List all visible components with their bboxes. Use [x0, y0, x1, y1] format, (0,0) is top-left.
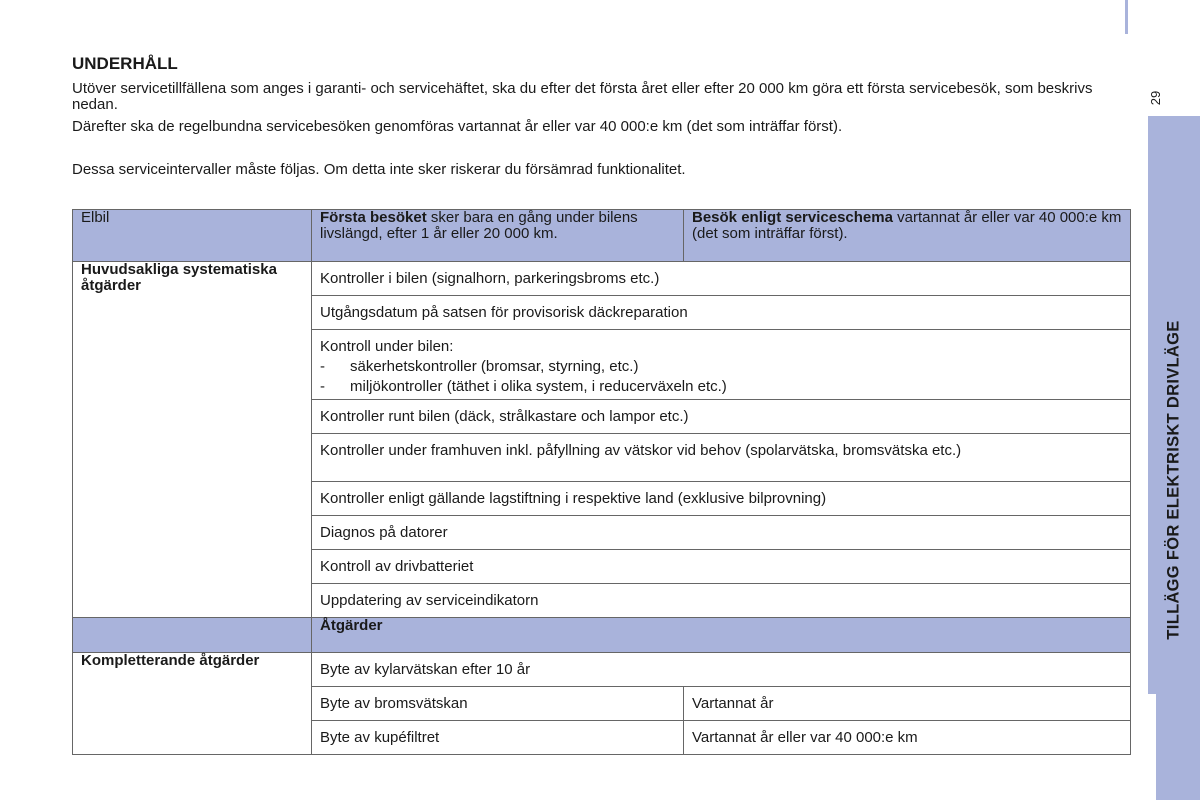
extra-group-label: Kompletterande åtgärder — [73, 653, 312, 755]
table-header-row — [73, 210, 1131, 262]
extra-action: Byte av kupéfiltret — [312, 721, 684, 755]
header-first-visit — [312, 210, 684, 262]
actions-header: Åtgärder — [312, 618, 1131, 653]
list-item — [320, 359, 1122, 375]
header-first-visit-title: Första besöket — [320, 209, 427, 226]
list-item-text: säkerhetskontroller (bromsar, styrning, etc.) — [350, 358, 639, 375]
check-item: Kontroller enligt gällande lagstiftning i respektive land (exklusive bilprovning) — [312, 482, 1131, 516]
header-first-visit-desc: sker bara en gång under bilens livslängd, efter 1 år eller 20 000 km. — [320, 209, 638, 242]
extra-action: Byte av kylarvätskan efter 10 år — [312, 653, 1131, 687]
intro-paragraph: Utöver servicetillfällena som anges i garanti- och servicehäftet, ska du efter det första året eller efter 20 000 km göra ett första servicebesök, som beskrivs nedan. — [72, 80, 1093, 113]
list-dash: - — [320, 378, 325, 395]
section-title: UNDERHÅLL — [72, 54, 178, 73]
side-tab-accent — [1148, 694, 1156, 800]
extra-interval: Vartannat år eller var 40 000:e km — [684, 721, 1131, 755]
chapter-side-tab — [1148, 116, 1200, 800]
actions-header-blank — [73, 618, 312, 653]
check-item: Kontroll av drivbatteriet — [312, 550, 1131, 584]
table-row — [73, 653, 1131, 687]
table-row — [73, 262, 1131, 296]
main-group-label: Huvudsakliga systematiska åtgärder — [73, 262, 312, 618]
list-item-text: miljökontroller (täthet i olika system, i reducerväxeln etc.) — [350, 378, 727, 395]
header-scheduled-visit-title: Besök enligt serviceschema — [692, 209, 893, 226]
check-item: Kontroller runt bilen (däck, strålkastare och lampor etc.) — [312, 400, 1131, 434]
header-vehicle-type: Elbil — [73, 210, 312, 262]
top-edge-marker — [1125, 0, 1128, 34]
page-number: 29 — [1148, 90, 1163, 106]
list-item — [320, 379, 1122, 395]
list-dash: - — [320, 358, 325, 375]
check-item: Diagnos på datorer — [312, 516, 1131, 550]
check-item: Kontroller i bilen (signalhorn, parkeringsbroms etc.) — [312, 262, 1131, 296]
header-scheduled-visit-desc: vartannat år eller var 40 000:e km (det som inträffar först). — [692, 209, 1122, 242]
check-item: Kontroller under framhuven inkl. påfyllning av vätskor vid behov (spolarvätska, bromsvätska etc.) — [312, 434, 1131, 482]
under-car-list — [320, 359, 1122, 395]
interval-paragraph: Därefter ska de regelbundna servicebesöken genomföras vartannat år eller var 40 000:e km (det som inträffar först). — [72, 118, 843, 135]
actions-header-row — [73, 618, 1131, 653]
check-item: Uppdatering av serviceindikatorn — [312, 584, 1131, 618]
check-item: Utgångsdatum på satsen för provisorisk däckreparation — [312, 296, 1131, 330]
under-car-title: Kontroll under bilen: — [320, 338, 454, 355]
extra-interval: Vartannat år — [684, 687, 1131, 721]
side-tab-label: TILLÄGG FÖR ELEKTRISKT DRIVLÄGE — [1164, 320, 1183, 640]
check-item-under-car — [312, 330, 1131, 400]
warning-paragraph: Dessa serviceintervaller måste följas. Om detta inte sker riskerar du försämrad funktionalitet. — [72, 161, 686, 178]
header-scheduled-visit — [684, 210, 1131, 262]
maintenance-table — [72, 209, 1131, 755]
extra-action: Byte av bromsvätskan — [312, 687, 684, 721]
